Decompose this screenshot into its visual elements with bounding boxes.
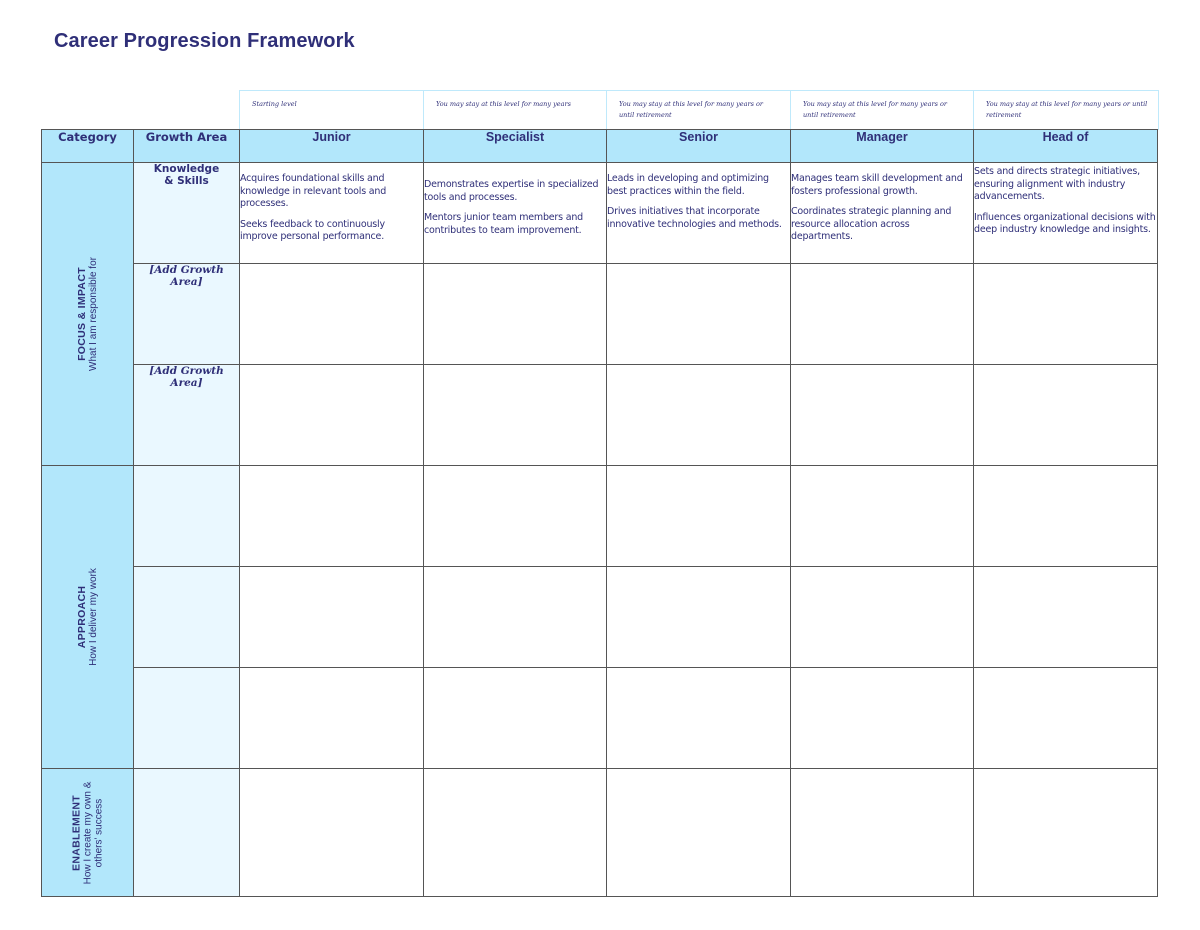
category-subtitle: How I create my own & bbox=[82, 781, 93, 884]
cell-text: Influences organizational decisions with deep industry knowledge and insights. bbox=[974, 211, 1156, 235]
category-subtitle: others' success bbox=[93, 798, 104, 867]
cell-text: Sets and directs strategic initiatives, ensuring alignment with industry advancements. bbox=[974, 166, 1140, 202]
growth-area-empty[interactable] bbox=[134, 567, 240, 668]
growth-area-empty[interactable] bbox=[134, 668, 240, 769]
cell-junior[interactable] bbox=[240, 668, 424, 769]
category-approach bbox=[42, 466, 134, 769]
page-title: Career Progression Framework bbox=[54, 30, 355, 52]
category-title: FOCUS & IMPACT bbox=[75, 267, 88, 361]
cell-manager[interactable] bbox=[791, 466, 974, 567]
growth-area-label: & Skills bbox=[164, 175, 209, 187]
growth-area-label: Area] bbox=[170, 276, 203, 288]
table-row bbox=[42, 264, 1158, 365]
cell-head-of[interactable] bbox=[974, 668, 1158, 769]
level-header-specialist: Specialist bbox=[424, 130, 607, 163]
category-enablement bbox=[42, 769, 134, 897]
cell-specialist[interactable] bbox=[424, 365, 607, 466]
cell-head-of[interactable] bbox=[974, 163, 1158, 264]
growth-area-header: Growth Area bbox=[134, 130, 240, 163]
level-note-head-of: You may stay at this level for many years or until retirement bbox=[986, 100, 1148, 119]
growth-area-label: Knowledge bbox=[153, 163, 220, 175]
cell-head-of[interactable] bbox=[974, 769, 1158, 897]
cell-manager[interactable] bbox=[791, 365, 974, 466]
growth-area-empty[interactable] bbox=[134, 769, 240, 897]
cell-text: Manages team skill development and fosters professional growth. bbox=[791, 173, 963, 197]
cell-head-of[interactable] bbox=[974, 567, 1158, 668]
cell-head-of[interactable] bbox=[974, 365, 1158, 466]
table-row bbox=[42, 567, 1158, 668]
table-row bbox=[42, 769, 1158, 897]
cell-specialist[interactable] bbox=[424, 668, 607, 769]
category-header: Category bbox=[42, 130, 134, 163]
cell-junior[interactable] bbox=[240, 769, 424, 897]
cell-junior[interactable] bbox=[240, 163, 424, 264]
cell-senior[interactable] bbox=[607, 264, 791, 365]
level-header-head-of: Head of bbox=[974, 130, 1158, 163]
cell-specialist[interactable] bbox=[424, 466, 607, 567]
level-header-manager: Manager bbox=[791, 130, 974, 163]
cell-manager[interactable] bbox=[791, 668, 974, 769]
table-row bbox=[42, 163, 1158, 264]
cell-text: Demonstrates expertise in specialized tools and processes. bbox=[424, 179, 599, 203]
level-notes-row bbox=[239, 90, 1159, 130]
level-note-junior: Starting level bbox=[240, 91, 424, 130]
level-note-senior: You may stay at this level for many years or until retirement bbox=[607, 91, 791, 130]
cell-head-of[interactable] bbox=[974, 466, 1158, 567]
table-row bbox=[42, 668, 1158, 769]
cell-manager[interactable] bbox=[791, 769, 974, 897]
cell-junior[interactable] bbox=[240, 365, 424, 466]
cell-head-of[interactable] bbox=[974, 264, 1158, 365]
growth-area-knowledge-skills[interactable] bbox=[134, 163, 240, 264]
cell-text: Coordinates strategic planning and resource allocation across departments. bbox=[791, 206, 952, 242]
level-header-junior: Junior bbox=[240, 130, 424, 163]
level-note-manager: You may stay at this level for many years or until retirement bbox=[791, 91, 974, 130]
cell-senior[interactable] bbox=[607, 668, 791, 769]
cell-senior[interactable] bbox=[607, 567, 791, 668]
cell-senior[interactable] bbox=[607, 163, 791, 264]
cell-text: Seeks feedback to continuously improve personal performance. bbox=[240, 218, 385, 242]
cell-manager[interactable] bbox=[791, 567, 974, 668]
growth-area-empty[interactable] bbox=[134, 466, 240, 567]
category-title: APPROACH bbox=[75, 585, 88, 649]
cell-specialist[interactable] bbox=[424, 567, 607, 668]
growth-area-label: [Add Growth bbox=[149, 365, 224, 377]
level-header-senior: Senior bbox=[607, 130, 791, 163]
cell-senior[interactable] bbox=[607, 466, 791, 567]
category-title: ENABLEMENT bbox=[70, 794, 82, 871]
growth-area-label: Area] bbox=[170, 377, 203, 389]
cell-specialist[interactable] bbox=[424, 769, 607, 897]
cell-text: Mentors junior team members and contributes to team improvement. bbox=[424, 212, 583, 236]
category-subtitle: How I deliver my work bbox=[87, 568, 99, 666]
cell-text: Drives initiatives that incorporate innovative technologies and methods. bbox=[607, 206, 782, 230]
cell-junior[interactable] bbox=[240, 466, 424, 567]
cell-manager[interactable] bbox=[791, 163, 974, 264]
growth-area-label: [Add Growth bbox=[149, 264, 224, 276]
cell-senior[interactable] bbox=[607, 769, 791, 897]
cell-text: Leads in developing and optimizing best practices within the field. bbox=[607, 173, 769, 197]
cell-junior[interactable] bbox=[240, 567, 424, 668]
header-row bbox=[42, 130, 1158, 163]
career-framework-table bbox=[41, 129, 1158, 897]
growth-area-placeholder[interactable] bbox=[134, 264, 240, 365]
level-note-specialist: You may stay at this level for many years bbox=[424, 91, 607, 130]
cell-junior[interactable] bbox=[240, 264, 424, 365]
cell-manager[interactable] bbox=[791, 264, 974, 365]
cell-text: Acquires foundational skills and knowledge in relevant tools and processes. bbox=[240, 173, 387, 209]
category-focus-impact bbox=[42, 163, 134, 466]
cell-specialist[interactable] bbox=[424, 163, 607, 264]
table-row bbox=[42, 365, 1158, 466]
growth-area-placeholder[interactable] bbox=[134, 365, 240, 466]
table-row bbox=[42, 466, 1158, 567]
cell-senior[interactable] bbox=[607, 365, 791, 466]
category-subtitle: What I am responsible for bbox=[87, 257, 99, 371]
cell-specialist[interactable] bbox=[424, 264, 607, 365]
